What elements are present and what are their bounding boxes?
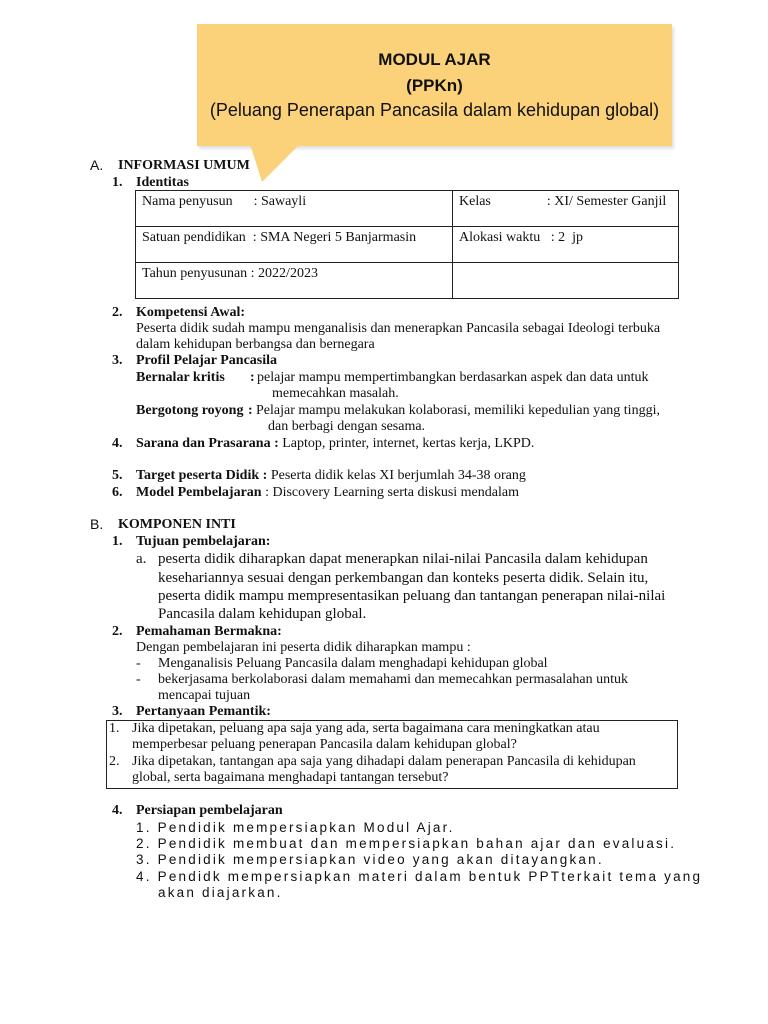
identitas-num: 1. <box>112 175 123 190</box>
table-cell: Satuan pendidikan : SMA Negeri 5 Banjarmasin <box>136 227 453 263</box>
table-cell: Kelas : XI/ Semester Ganjil <box>453 191 679 227</box>
target-num: 5. <box>112 468 123 483</box>
pertanyaan-item-num: 1. <box>109 721 120 736</box>
identity-table <box>135 190 679 299</box>
profil-item-text-1: Pelajar mampu melakukan kolaborasi, memiliki kepedulian yang tinggi, <box>256 403 660 418</box>
kompetensi-text-2: dalam kehidupan berbangsa dan bernegara <box>136 337 375 352</box>
pemahaman-item: Menganalisis Peluang Pancasila dalam menghadapi kehidupan global <box>158 656 548 671</box>
profil-item-text-1: pelajar mampu mempertimbangkan berdasarkan aspek dan data untuk <box>257 370 649 385</box>
table-cell <box>453 263 679 299</box>
table-cell: Tahun penyusunan : 2022/2023 <box>136 263 453 299</box>
pemahaman-heading: Pemahaman Bermakna: <box>136 624 282 639</box>
profil-item-text-2: dan berbagi dengan sesama. <box>268 419 426 434</box>
persiapan-item: 4. Pendidk mempersiapkan materi dalam bentuk PPTterkait tema yang <box>136 869 703 884</box>
section-a-title: INFORMASI UMUM <box>118 158 250 173</box>
pemahaman-dash: - <box>136 656 141 671</box>
model-num: 6. <box>112 485 123 500</box>
sarana-line <box>136 436 534 452</box>
profil-item-label: Bernalar kritis <box>136 370 225 385</box>
profil-item-text-2: memecahkan masalah. <box>272 386 399 401</box>
tujuan-line: peserta didik mampu mempresentasikan peluang dan tantangan penerapan nilai-nilai <box>158 588 666 604</box>
pertanyaan-item-cont: global, serta bagaimana menghadapi tantangan tersebut? <box>132 770 449 785</box>
section-b-title: KOMPONEN INTI <box>118 517 236 532</box>
tujuan-line: peserta didik diharapkan dapat menerapkan nilai-nilai Pancasila dalam kehidupan <box>158 551 648 567</box>
tujuan-marker: a. <box>136 551 147 567</box>
kompetensi-text-1: Peserta didik sudah mampu menganalisis dan menerapkan Pancasila sebagai Ideologi terbuka <box>136 321 661 336</box>
pemahaman-dash: - <box>136 672 141 687</box>
table-cell: Alokasi waktu : 2 jp <box>453 227 679 263</box>
tujuan-line: Pancasila dalam kehidupan global. <box>158 606 367 622</box>
persiapan-item: 3. Pendidik mempersiapkan video yang akan ditayangkan. <box>136 852 604 867</box>
sarana-num: 4. <box>112 436 123 451</box>
table-row <box>136 227 679 263</box>
document-topic: (Peluang Penerapan Pancasila dalam kehidupan global) <box>209 100 660 120</box>
tujuan-heading: Tujuan pembelajaran: <box>136 534 271 549</box>
section-b-letter: B. <box>90 516 104 532</box>
profil-item-colon: : <box>250 370 255 385</box>
target-line <box>136 468 526 484</box>
sarana-text: Laptop, printer, internet, kertas kerja, LKPD. <box>278 436 535 451</box>
persiapan-item: 2. Pendidik membuat dan mempersiapkan bahan ajar dan evaluasi. <box>136 836 677 851</box>
model-text: : Discovery Learning serta diskusi mendalam <box>261 485 519 500</box>
kompetensi-heading: Kompetensi Awal: <box>136 305 246 320</box>
document-title: MODUL AJAR <box>378 50 491 69</box>
pemahaman-intro: Dengan pembelajaran ini peserta didik diharapkan mampu : <box>136 640 471 655</box>
section-a-letter: A. <box>90 157 104 173</box>
tujuan-num: 1. <box>112 534 123 549</box>
persiapan-heading: Persiapan pembelajaran <box>136 803 283 818</box>
tujuan-line: kesehariannya sesuai dengan perkembangan dan konteks peserta didik. Selain itu, <box>158 570 649 586</box>
pertanyaan-item-num: 2. <box>109 754 120 769</box>
target-text: Peserta didik kelas XI berjumlah 34-38 orang <box>267 468 526 483</box>
pertanyaan-item: Jika dipetakan, peluang apa saja yang ada, serta bagaimana cara meningkatkan atau <box>132 721 600 736</box>
pemahaman-item-cont: mencapai tujuan <box>158 688 251 703</box>
profil-heading: Profil Pelajar Pancasila <box>136 353 278 368</box>
pemahaman-item: bekerjasama berkolaborasi dalam memahami dan memecahkan permasalahan untuk <box>158 672 628 687</box>
target-label: Target peserta Didik : <box>136 468 268 483</box>
profil-item-colon: : <box>248 403 253 418</box>
model-line <box>136 485 519 501</box>
table-row <box>136 263 679 299</box>
persiapan-item: 1. Pendidik mempersiapkan Modul Ajar. <box>136 820 455 835</box>
pemahaman-num: 2. <box>112 624 123 639</box>
profil-num: 3. <box>112 353 123 368</box>
persiapan-num: 4. <box>112 803 123 818</box>
identitas-heading: Identitas <box>136 175 189 190</box>
pertanyaan-heading: Pertanyaan Pemantik: <box>136 704 271 719</box>
sarana-label: Sarana dan Prasarana : <box>136 436 279 451</box>
document-subject: (PPKn) <box>406 76 463 95</box>
pertanyaan-num: 3. <box>112 704 123 719</box>
pertanyaan-item-cont: memperbesar peluang penerapan Pancasila dalam kehidupan global? <box>132 737 517 752</box>
kompetensi-num: 2. <box>112 305 123 320</box>
pertanyaan-item: Jika dipetakan, tantangan apa saja yang dihadapi dalam penerapan Pancasila di kehidupan <box>132 754 636 769</box>
model-label: Model Pembelajaran <box>136 485 262 500</box>
table-cell: Nama penyusun : Sawayli <box>136 191 453 227</box>
profil-item-label: Bergotong royong <box>136 403 244 418</box>
table-row <box>136 191 679 227</box>
persiapan-item-cont: akan diajarkan. <box>158 885 283 900</box>
